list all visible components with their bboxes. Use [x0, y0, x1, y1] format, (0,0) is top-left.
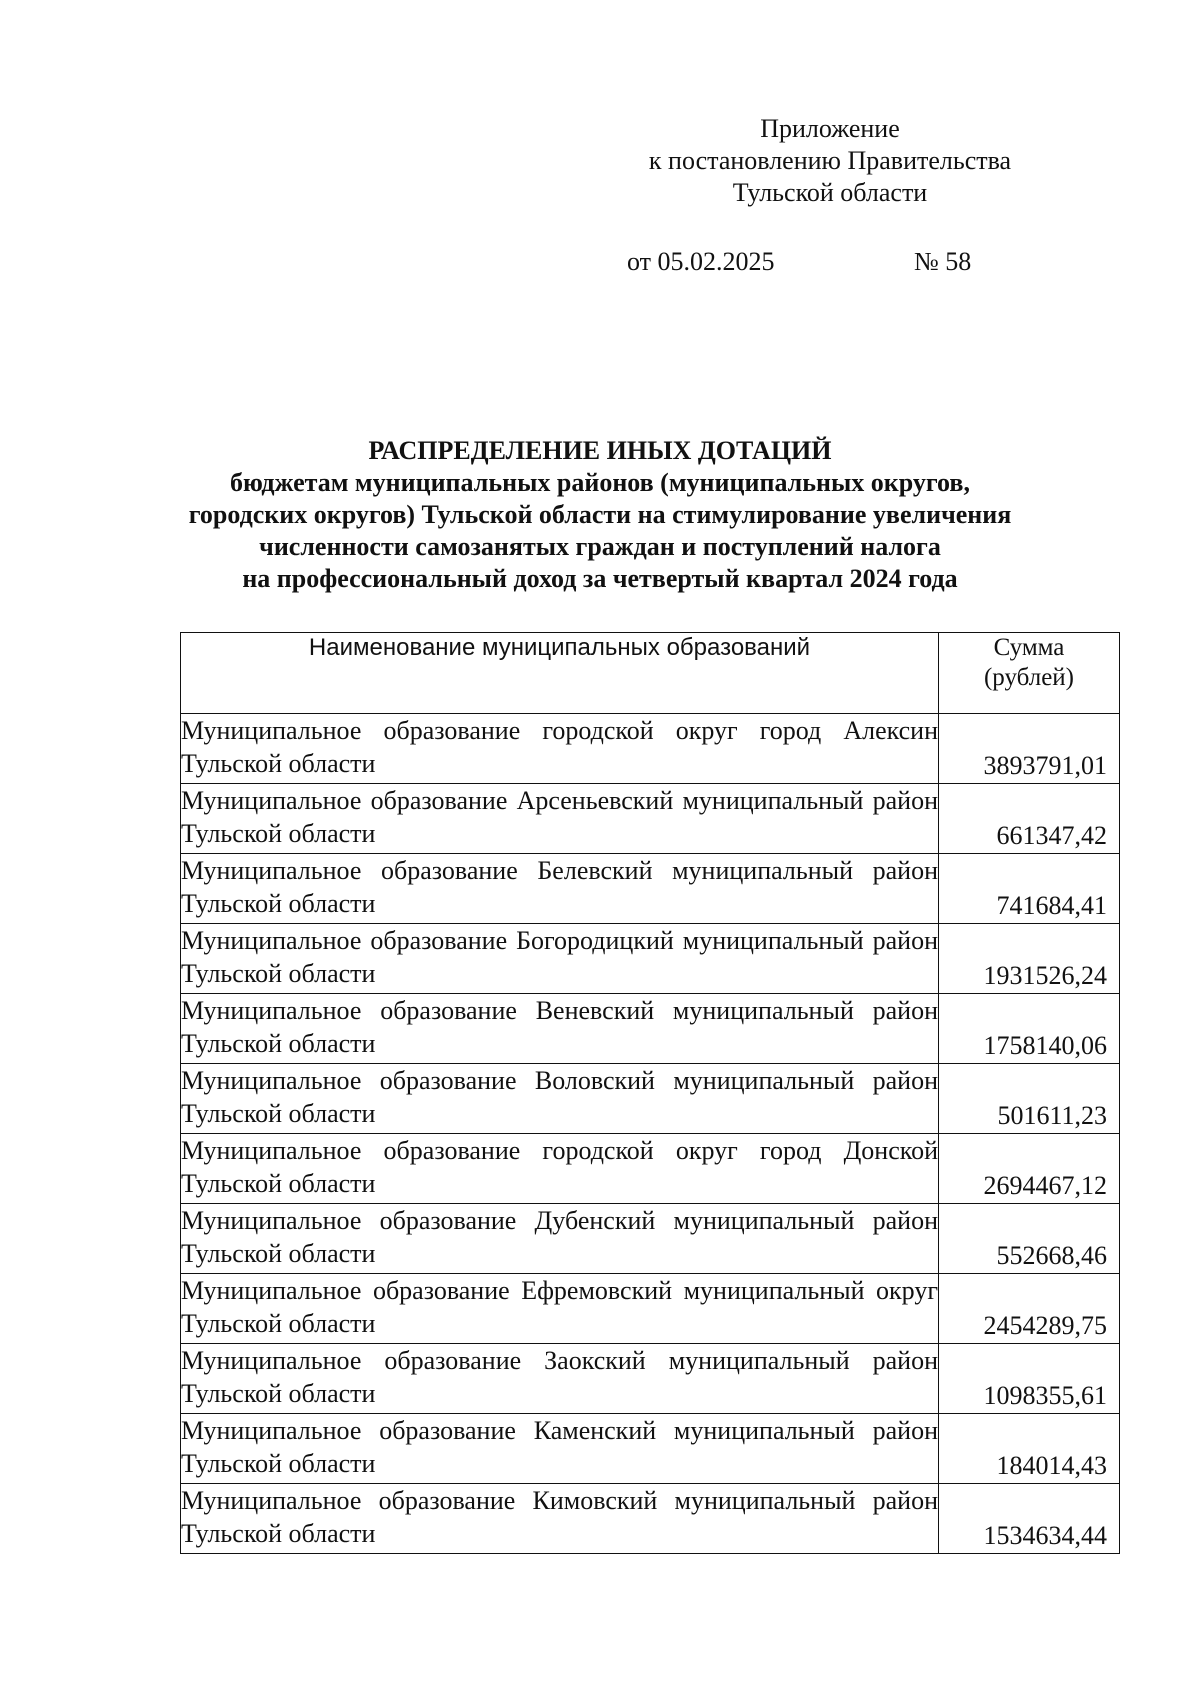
document-dateline [627, 246, 1027, 278]
title-line: бюджетам муниципальных районов (муниципальных округов, [230, 468, 970, 497]
municipality-name: Муниципальное образование городской округ город Донской Тульской области [181, 1134, 939, 1204]
table-row [181, 1484, 1120, 1554]
amount-value: 2694467,12 [939, 1134, 1120, 1204]
municipality-name: Муниципальное образование городской округ город Алексин Тульской области [181, 714, 939, 784]
table-row [181, 1274, 1120, 1344]
header-sum-line: Сумма [993, 634, 1065, 661]
title-line: на профессиональный доход за четвертый квартал 2024 года [242, 564, 958, 593]
title-line: городских округов) Тульской области на стимулирование увеличения [188, 500, 1012, 529]
amount-value: 1758140,06 [939, 994, 1120, 1064]
table-row [181, 1134, 1120, 1204]
table-row [181, 784, 1120, 854]
document-title [140, 435, 1060, 595]
table-row [181, 854, 1120, 924]
amount-value: 1098355,61 [939, 1344, 1120, 1414]
appendix-header [560, 113, 1100, 209]
municipality-name: Муниципальное образование Арсеньевский муниципальный район Тульской области [181, 784, 939, 854]
amount-value: 184014,43 [939, 1414, 1120, 1484]
municipality-name: Муниципальное образование Воловский муниципальный район Тульской области [181, 1064, 939, 1134]
amount-value: 3893791,01 [939, 714, 1120, 784]
document-number: № 58 [914, 247, 972, 276]
distribution-table [180, 632, 1120, 1554]
amount-value: 2454289,75 [939, 1274, 1120, 1344]
table-row [181, 994, 1120, 1064]
appendix-line: к постановлению Правительства [648, 146, 1012, 175]
municipality-name: Муниципальное образование Веневский муниципальный район Тульской области [181, 994, 939, 1064]
header-name: Наименование муниципальных образований [181, 633, 939, 714]
title-line: численности самозанятых граждан и поступлений налога [259, 532, 941, 561]
municipality-name: Муниципальное образование Заокский муниципальный район Тульской области [181, 1344, 939, 1414]
appendix-line: Тульской области [732, 178, 928, 207]
municipality-name: Муниципальное образование Кимовский муниципальный район Тульской области [181, 1484, 939, 1554]
title-line: РАСПРЕДЕЛЕНИЕ ИНЫХ ДОТАЦИЙ [368, 436, 832, 465]
table-row [181, 1064, 1120, 1134]
table-header-row [181, 633, 1120, 714]
table-row [181, 1344, 1120, 1414]
municipality-name: Муниципальное образование Богородицкий муниципальный район Тульской области [181, 924, 939, 994]
municipality-name: Муниципальное образование Дубенский муниципальный район Тульской области [181, 1204, 939, 1274]
municipality-name: Муниципальное образование Ефремовский муниципальный округ Тульской области [181, 1274, 939, 1344]
table-row [181, 924, 1120, 994]
header-sum-line: (рублей) [983, 664, 1075, 691]
amount-value: 661347,42 [939, 784, 1120, 854]
document-date: от 05.02.2025 [627, 247, 775, 276]
header-sum [939, 633, 1120, 714]
amount-value: 501611,23 [939, 1064, 1120, 1134]
amount-value: 1534634,44 [939, 1484, 1120, 1554]
table-body [181, 714, 1120, 1554]
appendix-line: Приложение [760, 114, 900, 143]
amount-value: 552668,46 [939, 1204, 1120, 1274]
table-row [181, 1204, 1120, 1274]
amount-value: 741684,41 [939, 854, 1120, 924]
municipality-name: Муниципальное образование Каменский муниципальный район Тульской области [181, 1414, 939, 1484]
table-row [181, 1414, 1120, 1484]
table-row [181, 714, 1120, 784]
amount-value: 1931526,24 [939, 924, 1120, 994]
municipality-name: Муниципальное образование Белевский муниципальный район Тульской области [181, 854, 939, 924]
